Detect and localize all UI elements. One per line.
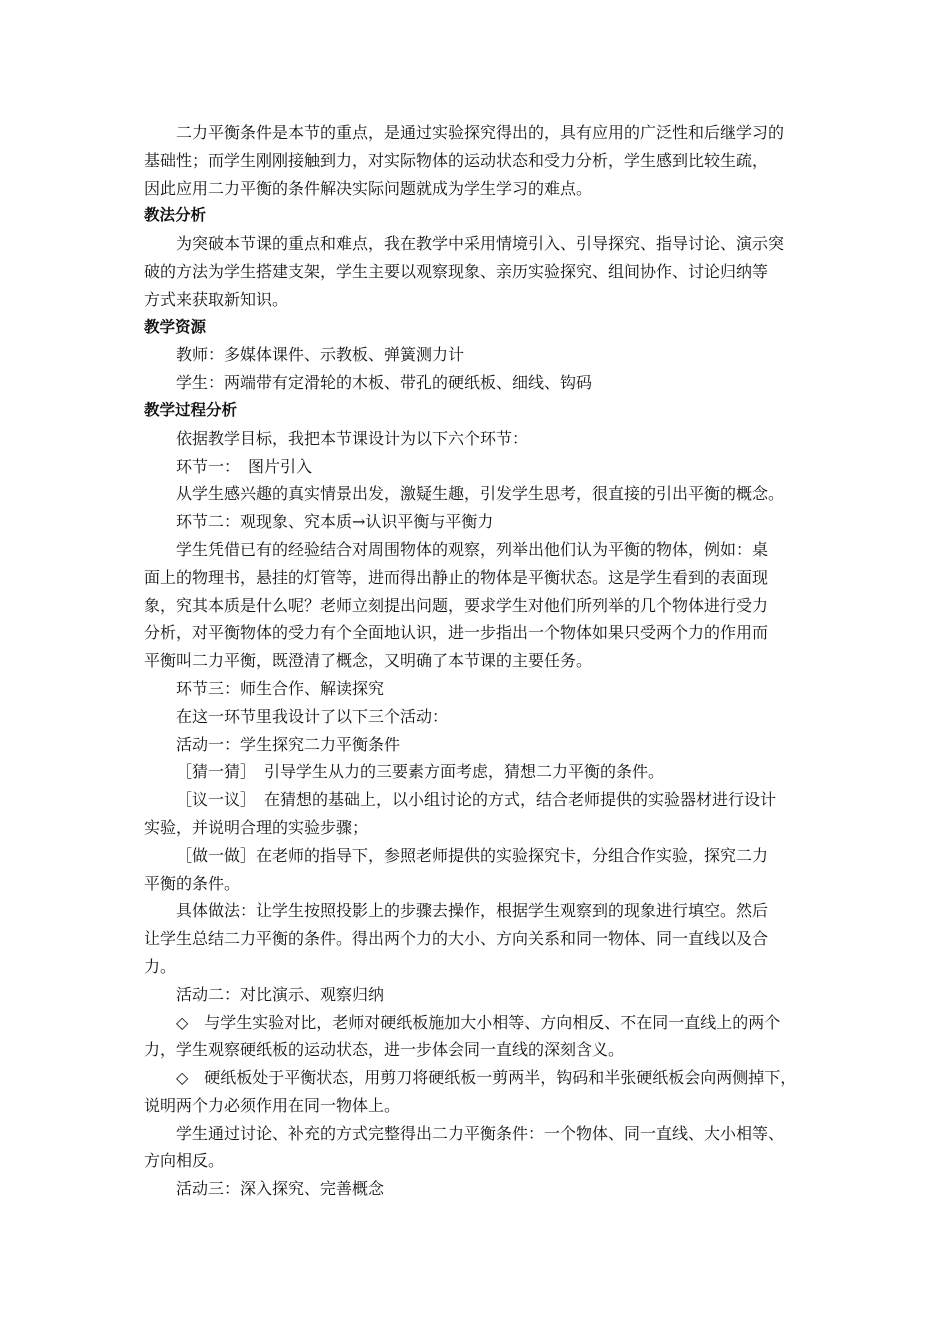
summary-line-2: 方向相反。 (144, 1151, 225, 1171)
summary-line-1: 学生通过讨论、补充的方式完整得出二力平衡条件：一个物体、同一直线、大小相等、 (176, 1123, 785, 1143)
method-line-3: 方式来获取新知识。 (144, 289, 289, 309)
method-line-1: 为突破本节课的重点和难点，我在教学中采用情境引入、引导探究、指导讨论、演示突 (176, 234, 785, 254)
do-line-2: 平衡的条件。 (144, 873, 241, 893)
method-detail-line-2: 让学生总结二力平衡的条件。得出两个力的大小、方向关系和同一物体、同一直线以及合 (144, 929, 769, 949)
resource-student: 学生：两端带有定滑轮的木板、带孔的硬纸板、细线、钩码 (176, 373, 593, 393)
resource-teacher: 教师：多媒体课件、示教板、弹簧测力计 (176, 345, 465, 365)
intro-line-3: 因此应用二力平衡的条件解决实际问题就成为学生学习的难点。 (144, 178, 593, 198)
step-three-intro: 在这一环节里我设计了以下三个活动： (176, 706, 449, 726)
diamond-two-line-1: ◇ 硬纸板处于平衡状态，用剪刀将硬纸板一剪两半，钩码和半张硬纸板会向两侧掉下， (176, 1068, 797, 1088)
step-two-title: 环节二：观现象、究本质→认识平衡与平衡力 (176, 512, 494, 532)
intro-line-2: 基础性；而学生刚刚接触到力，对实际物体的运动状态和受力分析，学生感到比较生疏， (144, 150, 769, 170)
step-two-line-2: 面上的物理书，悬挂的灯管等，进而得出静止的物体是平衡状态。这是学生看到的表面现 (144, 567, 769, 587)
step-two-line-5: 平衡叫二力平衡，既澄清了概念，又明确了本节课的主要任务。 (144, 651, 593, 671)
activity-three-title: 活动三：深入探究、完善概念 (176, 1179, 385, 1199)
heading-resources: 教学资源 (144, 317, 207, 336)
step-one-title: 环节一： 图片引入 (176, 456, 313, 476)
heading-teaching-method: 教法分析 (144, 206, 207, 225)
step-one-desc: 从学生感兴趣的真实情景出发，激疑生趣，引发学生思考，很直接的引出平衡的概念。 (176, 484, 785, 504)
diamond-one-line-2: 力，学生观察硬纸板的运动状态，进一步体会同一直线的深刻含义。 (144, 1040, 625, 1060)
do-line-1: ［做一做］在老师的指导下，参照老师提供的实验探究卡，分组合作实验，探究二力 (176, 845, 769, 865)
diamond-one-line-1: ◇ 与学生实验对比，老师对硬纸板施加大小相等、方向相反、不在同一直线上的两个 (176, 1012, 781, 1032)
process-intro: 依据教学目标，我把本节课设计为以下六个环节： (176, 428, 529, 448)
step-three-title: 环节三：师生合作、解读探究 (176, 678, 385, 698)
step-two-line-4: 分析，对平衡物体的受力有个全面地认识，进一步指出一个物体如果只受两个力的作用而 (144, 623, 769, 643)
guess-line: ［猜一猜］ 引导学生从力的三要素方面考虑，猜想二力平衡的条件。 (176, 762, 665, 782)
discuss-line-2: 实验，并说明合理的实验步骤； (144, 817, 369, 837)
diamond-two-line-2: 说明两个力必须作用在同一物体上。 (144, 1095, 401, 1115)
step-two-line-3: 象，究其本质是什么呢？老师立刻提出问题，要求学生对他们所列举的几个物体进行受力 (144, 595, 769, 615)
step-two-line-1: 学生凭借已有的经验结合对周围物体的观察，列举出他们认为平衡的物体，例如：桌 (176, 539, 769, 559)
document-body (144, 119, 814, 1203)
heading-process: 教学过程分析 (144, 400, 238, 419)
method-detail-line-1: 具体做法：让学生按照投影上的步骤去操作，根据学生观察到的现象进行填空。然后 (176, 901, 769, 921)
activity-one-title: 活动一：学生探究二力平衡条件 (176, 734, 401, 754)
intro-line-1: 二力平衡条件是本节的重点，是通过实验探究得出的，具有应用的广泛性和后继学习的 (176, 123, 785, 142)
method-detail-line-3: 力。 (144, 956, 177, 976)
method-line-2: 破的方法为学生搭建支架，学生主要以观察现象、亲历实验探究、组间协作、讨论归纳等 (144, 261, 769, 281)
activity-two-title: 活动二：对比演示、观察归纳 (176, 984, 385, 1004)
discuss-line-1: ［议一议］ 在猜想的基础上，以小组讨论的方式，结合老师提供的实验器材进行设计 (176, 790, 777, 810)
